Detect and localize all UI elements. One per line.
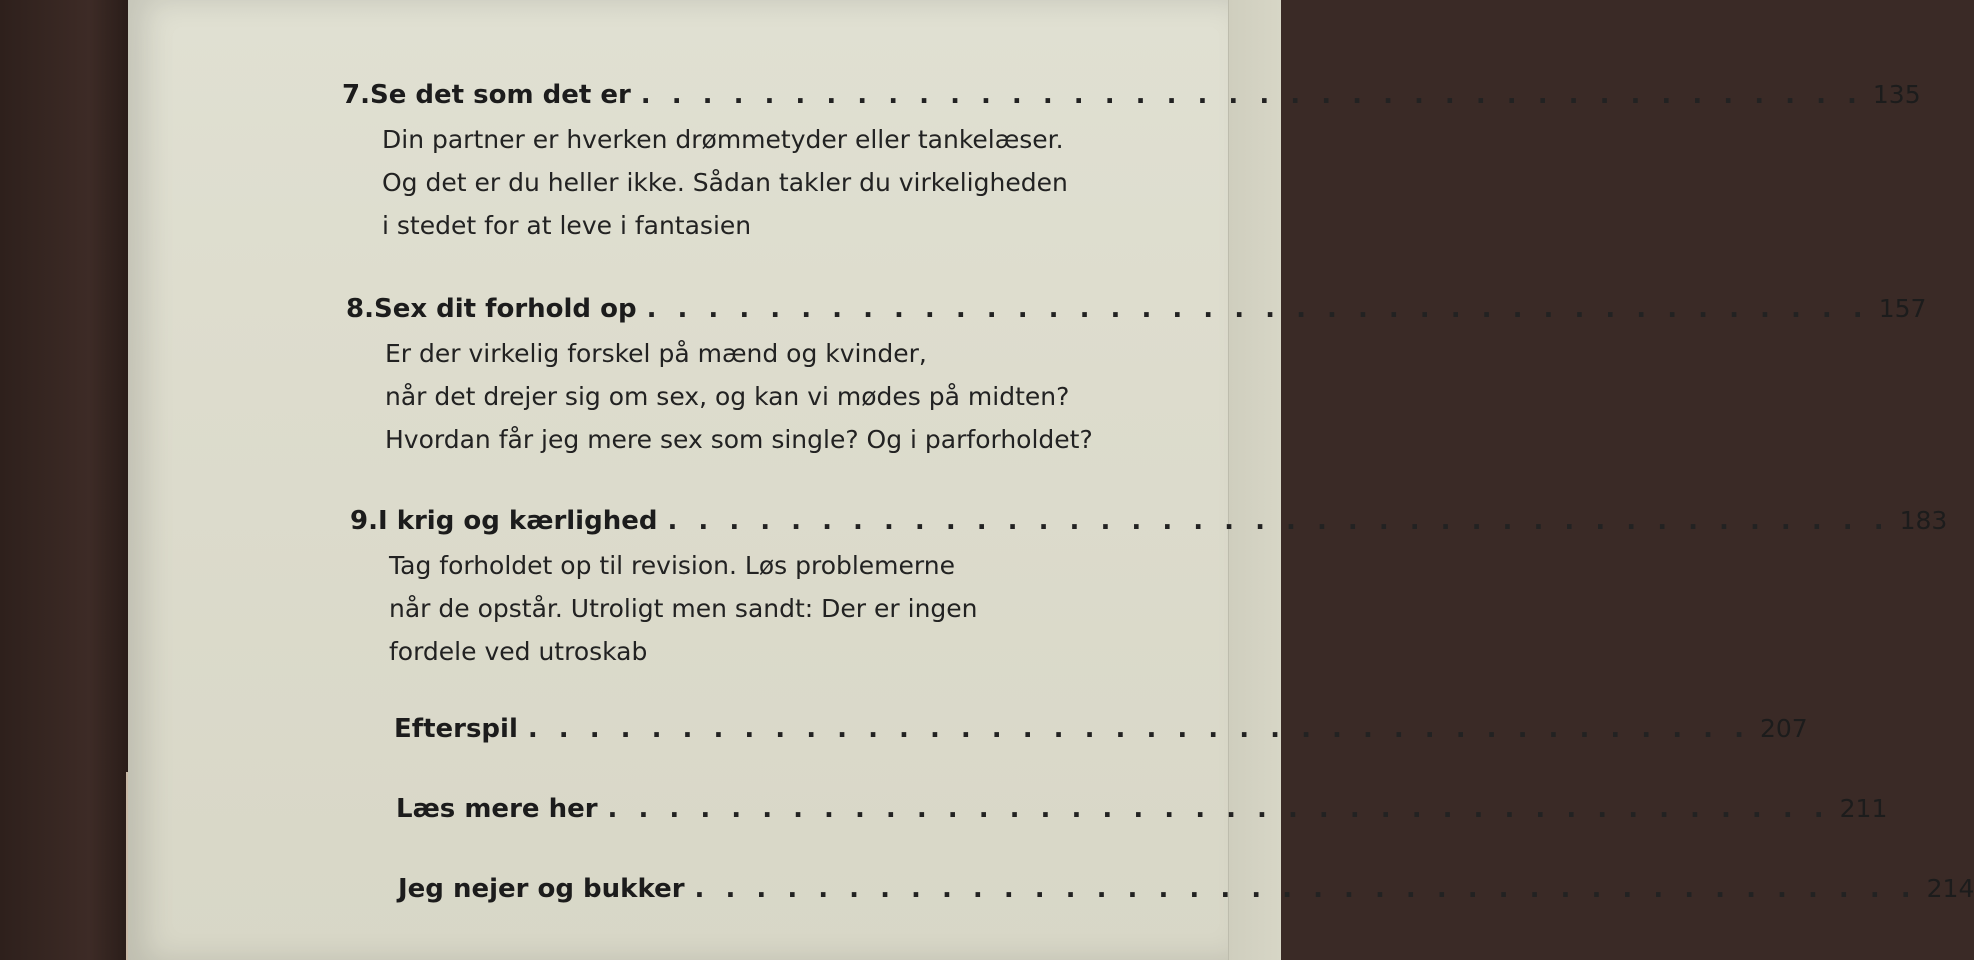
description-line: Og det er du heller ikke. Sådan takler du virkeligheden	[382, 168, 1068, 197]
chapter-number: 8.	[346, 294, 374, 324]
description-line: Er der virkelig forskel på mænd og kvinder,	[385, 339, 927, 368]
description-line: Din partner er hverken drømmetyder eller tankelæser.	[382, 125, 1064, 154]
description-line: fordele ved utroskab	[389, 637, 648, 666]
page-number: 214	[1926, 874, 1974, 903]
toc-entry-7-description	[382, 118, 1068, 247]
toc-entry-8-heading	[346, 294, 1927, 324]
chapter-number: 7.	[342, 80, 370, 110]
page-number: 135	[1872, 80, 1921, 109]
toc-entry-jeg-nejer-og-bukker	[398, 874, 1974, 904]
leader-dots: . . . . . . . . . . . . . . . . . . . . . . . . . . . . . . . . . . . . . . . .	[646, 294, 1869, 324]
chapter-title: I krig og kærlighed	[377, 506, 658, 536]
page-number: 207	[1759, 714, 1808, 743]
leader-dots: . . . . . . . . . . . . . . . . . . . . . . . . . . . . . . . . . . . . . . . .	[527, 714, 1750, 744]
leader-dots: . . . . . . . . . . . . . . . . . . . . . . . . . . . . . . . . . . . . . . . .	[640, 80, 1863, 110]
toc-entry-7-heading	[342, 80, 1921, 110]
toc-entry-8-description	[385, 332, 1093, 461]
description-line: Hvordan får jeg mere sex som single? Og i parforholdet?	[385, 425, 1093, 454]
page-number: 157	[1878, 294, 1927, 323]
toc-entry-laes-mere-her	[396, 794, 1888, 824]
chapter-number: 9.	[350, 506, 378, 536]
description-line: Tag forholdet op til revision. Løs problemerne	[389, 551, 955, 580]
chapter-title: Se det som det er	[369, 80, 631, 110]
section-title: Jeg nejer og bukker	[398, 874, 685, 904]
description-line: i stedet for at leve i fantasien	[382, 211, 752, 240]
toc-entry-efterspil	[394, 714, 1808, 744]
section-title: Læs mere her	[396, 794, 598, 824]
toc-entry-9-description	[389, 544, 978, 673]
page-number: 183	[1899, 506, 1948, 535]
section-title: Efterspil	[394, 714, 518, 744]
description-line: når de opstår. Utroligt men sandt: Der er ingen	[389, 594, 978, 623]
leader-dots: . . . . . . . . . . . . . . . . . . . . . . . . . . . . . . . . . . . . . . . .	[667, 506, 1890, 536]
chapter-title: Sex dit forhold op	[373, 294, 637, 324]
leader-dots: . . . . . . . . . . . . . . . . . . . . . . . . . . . . . . . . . . . . . . . .	[607, 794, 1830, 824]
toc-entry-9-heading	[350, 506, 1948, 536]
description-line: når det drejer sig om sex, og kan vi mødes på midten?	[385, 382, 1070, 411]
leader-dots: . . . . . . . . . . . . . . . . . . . . . . . . . . . . . . . . . . . . . . . .	[694, 874, 1917, 904]
page-number: 211	[1839, 794, 1888, 823]
